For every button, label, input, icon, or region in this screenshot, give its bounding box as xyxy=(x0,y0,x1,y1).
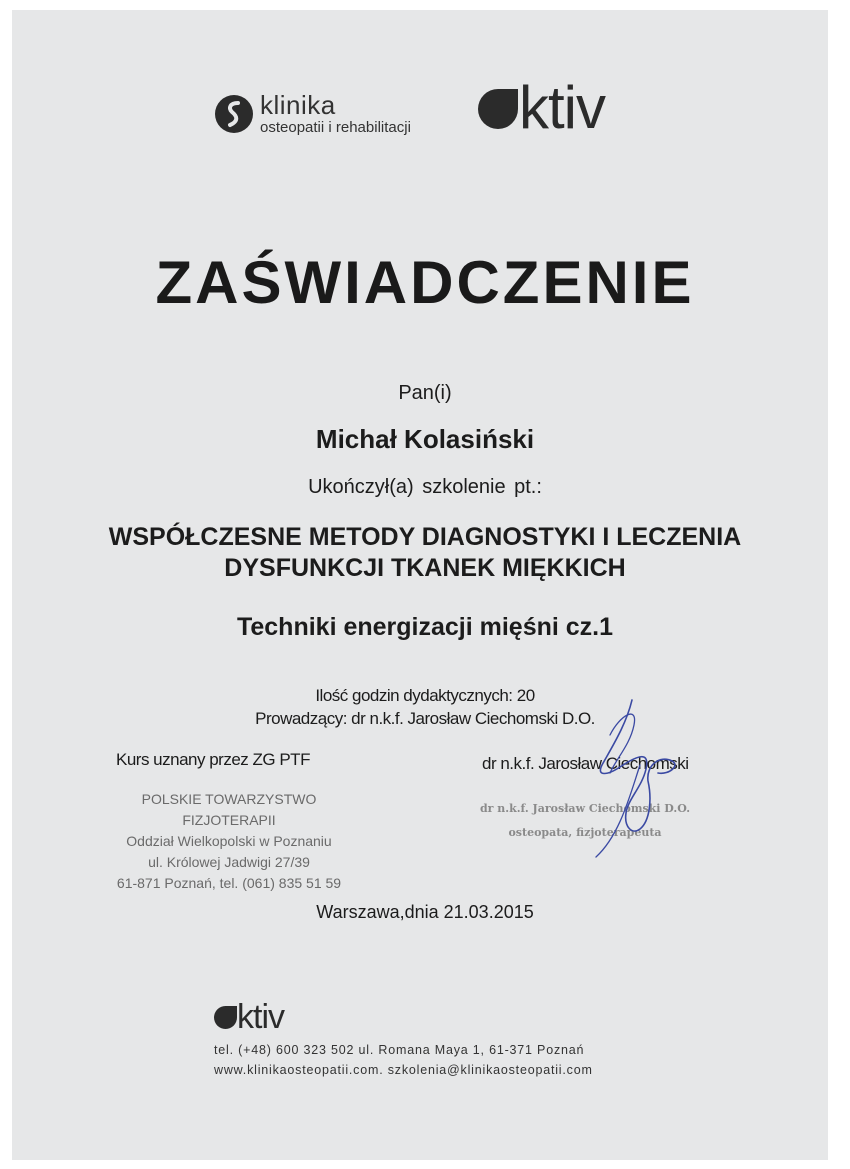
place-date: Warszawa,dnia 21.03.2015 xyxy=(316,902,534,922)
ptf-stamp-line1: POLSKIE TOWARZYSTWO FIZJOTERAPII xyxy=(141,791,317,828)
klinika-logo xyxy=(214,92,411,135)
footer-contact-line2: www.klinikaosteopatii.com. szkolenia@klinikaosteopatii.com xyxy=(214,1063,593,1077)
course-subtitle: Techniki energizacji mięśni cz.1 xyxy=(236,613,614,641)
course-title xyxy=(0,522,850,584)
aktiv-a-icon xyxy=(478,89,518,129)
aktiv-logo xyxy=(478,74,605,141)
signatory-name: dr n.k.f. Jarosław Ciechomski xyxy=(482,754,689,773)
ptf-stamp xyxy=(104,789,354,894)
certificate-paper xyxy=(12,10,828,1160)
hours-text: Ilość godzin dydaktycznych: 20 xyxy=(315,686,535,705)
recognition-text: Kurs uznany przez ZG PTF xyxy=(116,750,310,769)
personal-stamp-line2: osteopata, fizjoterapeuta xyxy=(508,826,662,839)
course-title-line1: WSPÓŁCZESNE METODY DIAGNOSTYKI I LECZENIA xyxy=(108,523,742,551)
footer-logo-text: ktiv xyxy=(237,998,284,1036)
course-title-line2: DYSFUNKCJI TKANEK MIĘKKICH xyxy=(224,554,626,582)
personal-stamp-line1: dr n.k.f. Jarosław Ciechomski D.O. xyxy=(479,802,691,815)
footer-contact-line1: tel. (+48) 600 323 502 ul. Romana Maya 1, 61-371 Poznań xyxy=(214,1043,585,1057)
klinika-name: klinika xyxy=(260,90,336,120)
document-title: ZAŚWIADCZENIE xyxy=(155,249,695,316)
klinika-subtitle: osteopatii i rehabilitacji xyxy=(260,119,411,136)
handwritten-signature xyxy=(580,695,700,865)
lecturer-text: Prowadzący: dr n.k.f. Jarosław Ciechomski D.O. xyxy=(255,709,595,728)
salutation: Pan(i) xyxy=(398,382,452,404)
footer-aktiv-a-icon xyxy=(214,1006,237,1029)
klinika-s-logo-icon xyxy=(214,94,254,134)
ptf-stamp-line4: 61-871 Poznań, tel. (061) 835 51 59 xyxy=(116,875,342,891)
footer-aktiv-logo xyxy=(214,1000,284,1034)
completed-text: Ukończył(a) szkolenie pt.: xyxy=(308,476,542,498)
aktiv-logo-text: ktiv xyxy=(519,74,605,141)
ptf-stamp-line2: Oddział Wielkopolski w Poznaniu xyxy=(126,833,332,849)
participant-name: Michał Kolasiński xyxy=(315,424,535,454)
ptf-stamp-line3: ul. Królowej Jadwigi 27/39 xyxy=(148,854,310,870)
